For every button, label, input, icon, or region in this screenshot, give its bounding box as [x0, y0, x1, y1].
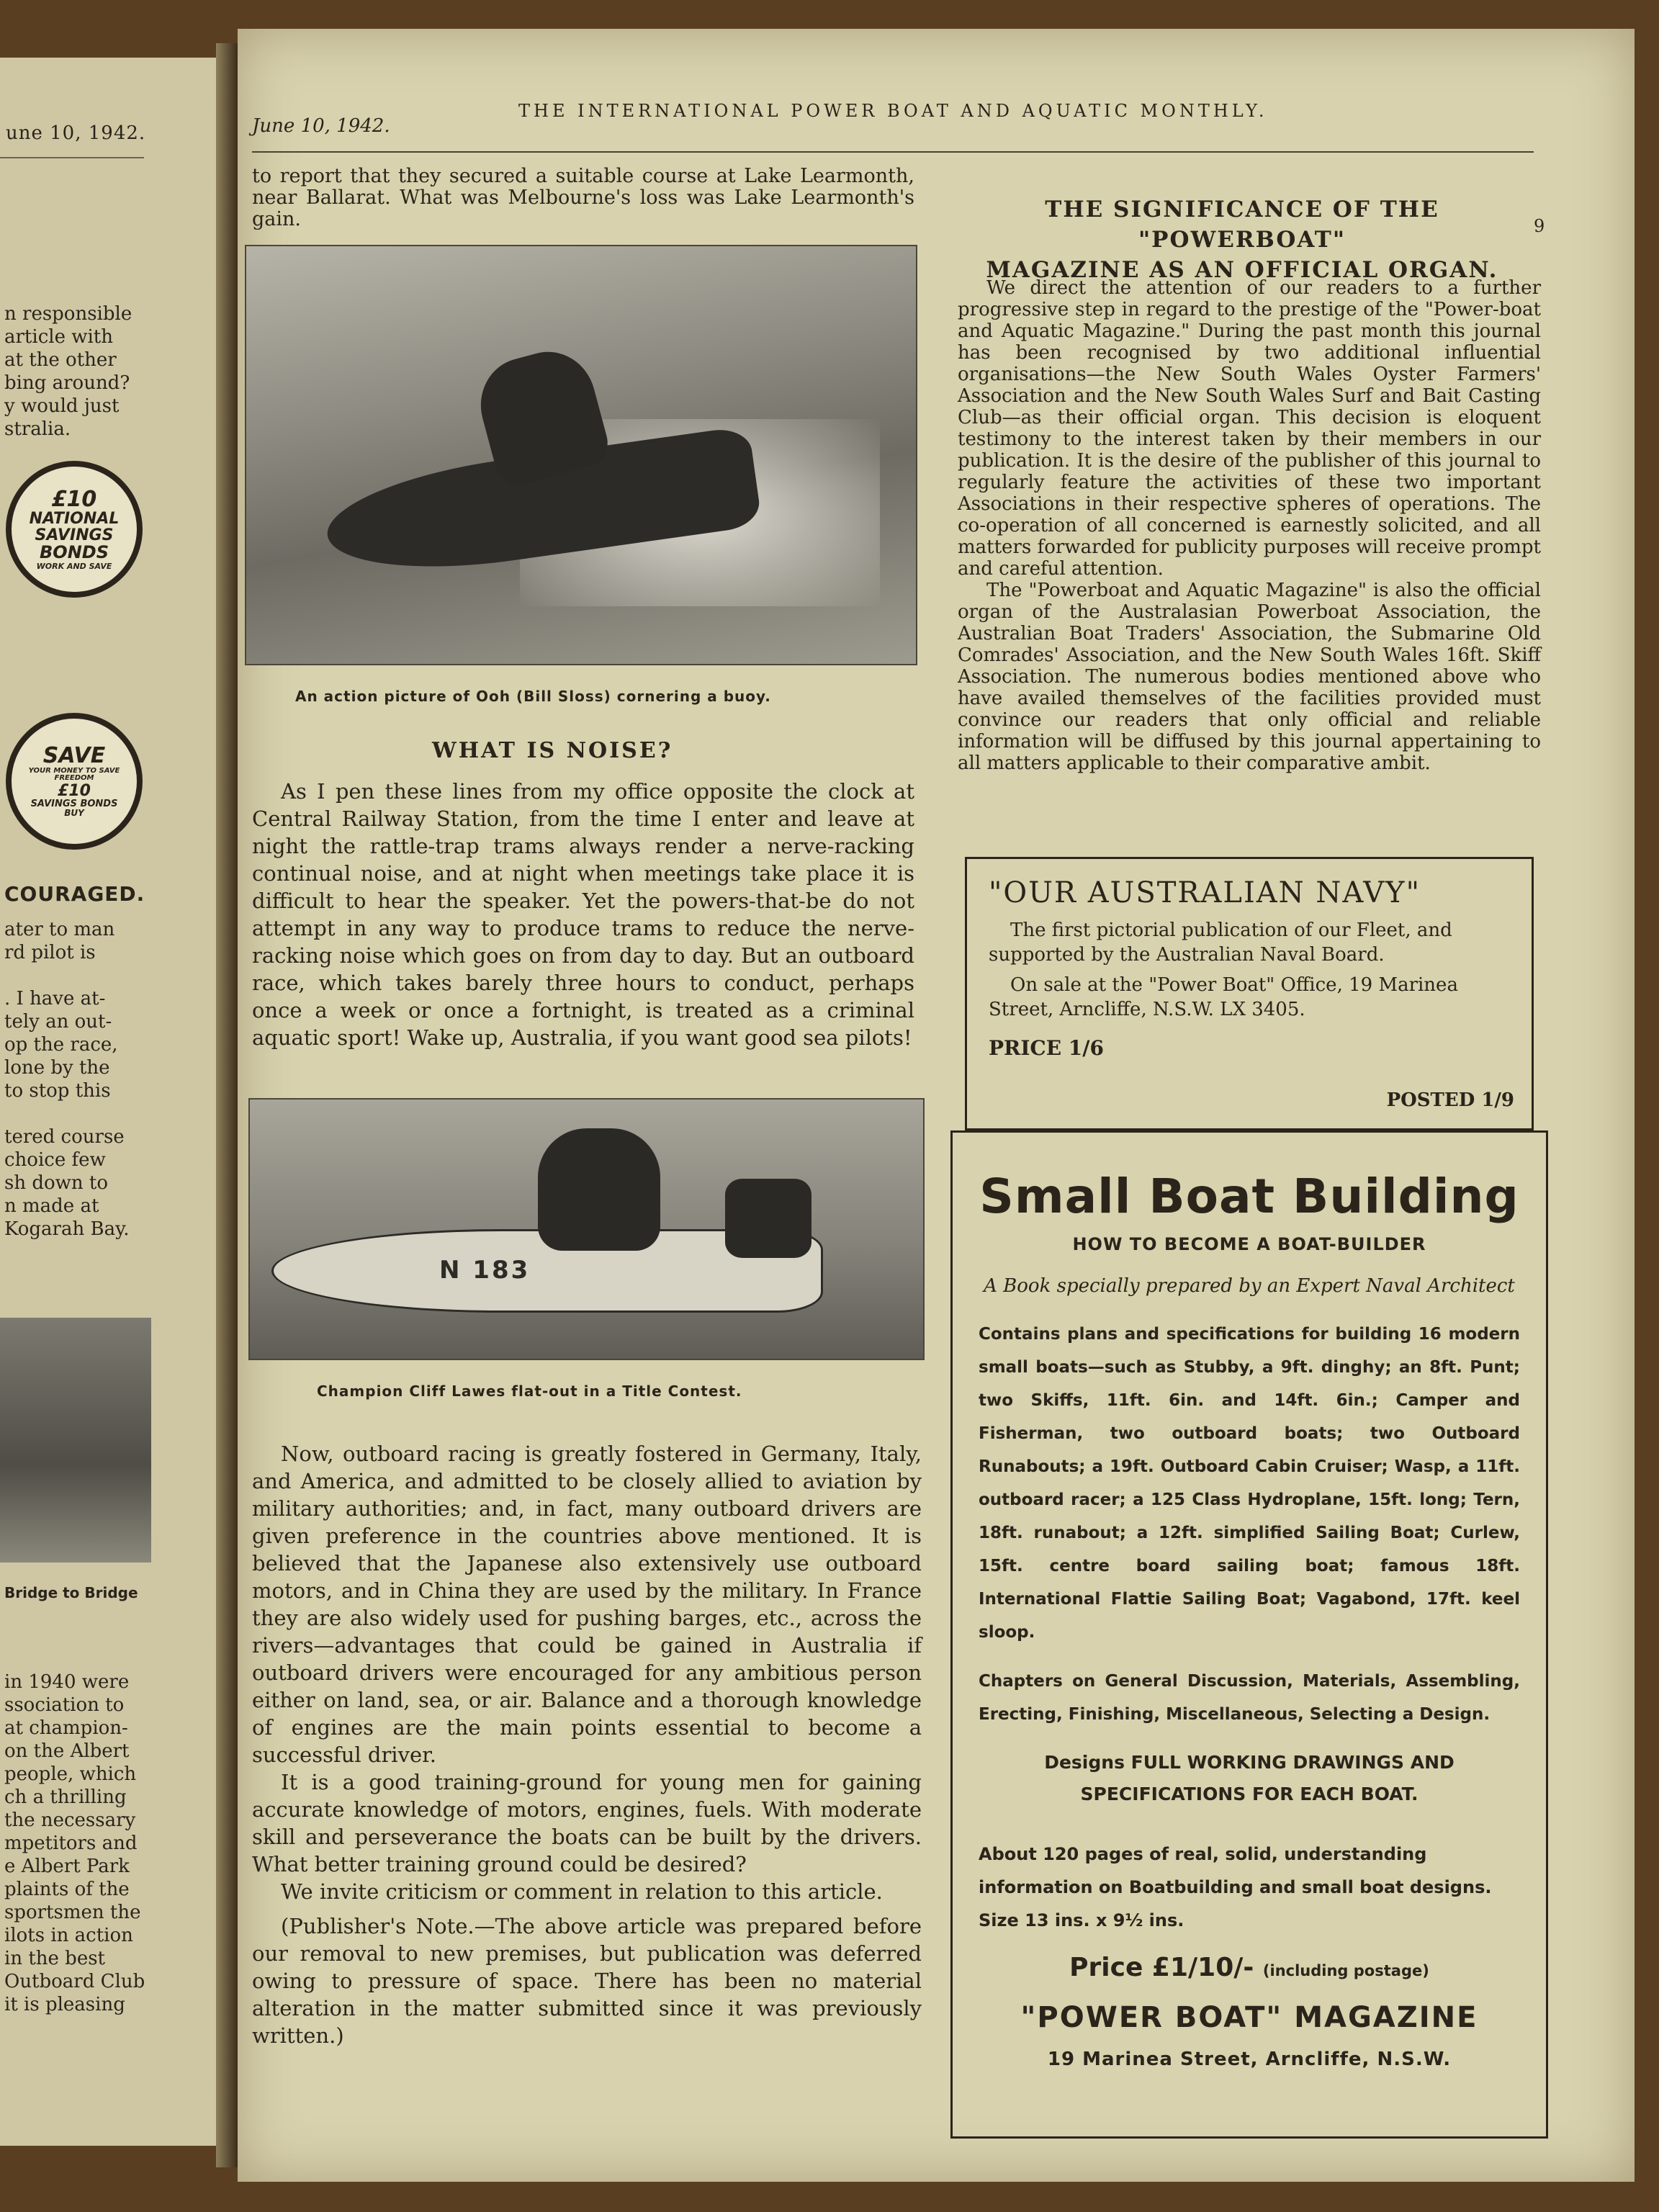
- facing-page-line: to stop this: [4, 1080, 111, 1102]
- facing-page-caption: Bridge to Bridge: [4, 1584, 138, 1601]
- facing-page-line: Kogarah Bay.: [4, 1218, 130, 1240]
- book-ad-address: 19 Marinea Street, Arncliffe, N.S.W.: [1047, 2049, 1452, 2070]
- outboard-paragraph: Now, outboard racing is greatly fostered in Germany, Italy, and America, and admitted to be closely allied to aviation by military authorities; and, in fact, many outboard drivers are given preference in the countries above mentioned. It is believed that the Japanese also extensively use outboard motors, and in China they are used by the military. In France they are also widely used for pushing barges, etc., across the rivers—advantages that could be gained in Australia if outboard drivers were encouraged for any ambitious person either on land, sea, or air. Balance and a thorough knowledge of engines are the main points essential to become a successful driver.: [252, 1442, 922, 1767]
- facing-page-line: people, which: [4, 1763, 137, 1785]
- significance-heading: THE SIGNIFICANCE OF THE "POWERBOAT" MAGAZINE AS AN OFFICIAL ORGAN.: [986, 197, 1498, 283]
- photo-caption-cliff-lawes: Champion Cliff Lawes flat-out in a Title Contest.: [317, 1382, 742, 1400]
- what-is-noise-heading: WHAT IS NOISE?: [432, 738, 673, 763]
- facing-page-line: article with: [4, 326, 113, 348]
- facing-page-line: n made at: [4, 1195, 99, 1217]
- running-head-title: THE INTERNATIONAL POWER BOAT AND AQUATIC MONTHLY.: [518, 101, 1268, 121]
- significance-article: [958, 277, 1541, 774]
- training-paragraph: It is a good training-ground for young men for gaining accurate knowledge of motors, engines, fuels. With moderate skill and perseverance the boats can be built by the drivers. What better training ground could be desired?: [252, 1770, 922, 1876]
- photo-caption-ooh: An action picture of Ooh (Bill Sloss) cornering a buoy.: [295, 688, 771, 705]
- book-ad-price-note: (including postage): [1262, 1962, 1429, 1979]
- intro-paragraph: to report that they secured a suitable course at Lake Learmonth, near Ballarat. What was Melbourne's loss was Lake Learmonth's gain.: [252, 165, 914, 230]
- book-ad-author-note: A Book specially prepared by an Expert Naval Architect: [984, 1275, 1515, 1297]
- navy-ad-title: "OUR AUSTRALIAN NAVY": [989, 876, 1421, 909]
- facing-page-line: at the other: [4, 349, 117, 371]
- facing-page-line: ilots in action: [4, 1925, 133, 1946]
- facing-page-line: op the race,: [4, 1034, 118, 1056]
- facing-page-line: plaints of the: [4, 1879, 130, 1900]
- magazine-page: [238, 29, 1635, 2182]
- facing-page-line: on the Albert: [4, 1740, 130, 1762]
- running-head: [238, 58, 1635, 144]
- facing-page-rule: [0, 157, 144, 158]
- publishers-note: (Publisher's Note.—The above article was prepared before our removal to new premises, but publication was deferred owing to pressure of space. There has been no material alteration in the matter submitted since it was previously written.): [252, 1914, 922, 2048]
- facing-page: [0, 58, 238, 2146]
- page-number: 9: [1534, 216, 1545, 236]
- photo-ooh-cornering: [245, 245, 917, 665]
- navy-ad-description: The first pictorial publication of our Fleet, and supported by the Australian Naval Board.: [989, 920, 1452, 966]
- significance-paragraph-2: The "Powerboat and Aquatic Magazine" is also the official organ of the Australasian Powerboat Association, the Australian Boat Traders' Association, the Submarine Old Comrades' Association, and the New South Wales 16ft. Skiff Association. The numerous bodies mentioned above who have availed themselves of the facilities provided must convince our readers that only official and reliable information will be diffused by this journal appertaining to all matters applicable to their comparative ambit.: [958, 580, 1541, 774]
- book-ad-designs: Designs FULL WORKING DRAWINGS AND SPECIFICATIONS FOR EACH BOAT.: [1044, 1752, 1455, 1804]
- facing-page-line: . I have at-: [4, 988, 106, 1010]
- outboard-article-body: [252, 1440, 922, 2049]
- facing-page-line: y would just: [4, 395, 120, 417]
- facing-page-line: ch a thrilling: [4, 1786, 127, 1808]
- outboard-motor: [725, 1179, 811, 1258]
- facing-page-line: it is pleasing: [4, 1994, 125, 2015]
- navy-ad-posted: POSTED 1/9: [1386, 1089, 1514, 1111]
- significance-paragraph-1: We direct the attention of our readers to a further progressive step in regard to the prestige of the "Power-boat and Aquatic Magazine." During the past month this journal has been recognised by two additional influential organisations—the New South Wales Oyster Farmers' Association and the New South Wales Surf and Bait Casting Club—as their official organ. This decision is eloquent testimony to the interest taken by their members in our publication. It is the desire of the publisher of this journal to regularly feature the activities of these two important Associations in their respective spheres of operations. The co-operation of all concerned is earnestly solicited, and all matters forwarded for publicity purposes will receive prompt and careful attention.: [958, 277, 1541, 580]
- facing-page-line: sportsmen the: [4, 1902, 141, 1923]
- facing-page-line: at champion-: [4, 1717, 128, 1739]
- facing-page-line: in 1940 were: [4, 1671, 130, 1693]
- book-ad-chapters: Chapters on General Discussion, Materials, Assembling, Erecting, Finishing, Miscellaneous, Selecting a Design.: [979, 1672, 1520, 1724]
- facing-page-line: lone by the: [4, 1057, 110, 1079]
- boat-number: N 183: [439, 1256, 531, 1285]
- facing-page-line: choice few: [4, 1149, 106, 1171]
- facing-page-line: stralia.: [4, 418, 71, 440]
- facing-page-heading: COURAGED.: [4, 882, 145, 906]
- small-boat-building-ad: [950, 1130, 1548, 2139]
- book-ad-contents: Contains plans and specifications for building 16 modern small boats—such as Stubby, a 9ft. dinghy; an 8ft. Punt; two Skiffs, 11ft. 6in. and 14ft. 6in.; Camper and Fisherman, two outboard boats; two Outboard Runabouts; a 19ft. Outboard Cabin Cruiser; Wasp, a 11ft. outboard racer; a 125 Class Hydroplane, 15ft. long; Tern, 18ft. runabout; a 12ft. simplified Sailing Boat; Curlew, 15ft. centre board sailing boat; famous 18ft. International Flattie Sailing Boat; Vagabond, 17ft. keel sloop.: [979, 1325, 1520, 1642]
- running-head-date: June 10, 1942.: [252, 115, 390, 137]
- book-ad-magazine: "POWER BOAT" MAGAZINE: [1020, 2001, 1478, 2034]
- our-australian-navy-ad: [965, 857, 1534, 1130]
- navy-ad-sale-info: On sale at the "Power Boat" Office, 19 Marinea Street, Arncliffe, N.S.W. LX 3405.: [989, 974, 1458, 1020]
- facing-page-line: the necessary: [4, 1809, 136, 1831]
- photo-cliff-lawes: [248, 1098, 925, 1360]
- facing-page-photo: [0, 1318, 151, 1563]
- book-ad-price: Price £1/10/- (including postage): [1069, 1953, 1429, 1982]
- driver-silhouette-2: [538, 1128, 660, 1251]
- facing-page-line: tely an out-: [4, 1011, 112, 1033]
- facing-page-line: mpetitors and: [4, 1833, 138, 1854]
- book-ad-title: Small Boat Building: [979, 1169, 1519, 1224]
- facing-page-line: sh down to: [4, 1172, 109, 1194]
- facing-page-line: e Albert Park: [4, 1856, 130, 1877]
- noise-paragraph: As I pen these lines from my office opposite the clock at Central Railway Station, from the time I enter and leave at night the rattle-trap trams always render a nerve-racking continual noise, and at night when meetings take place it is difficult to hear the speaker. Yet the powers-that-be do not attempt in any way to produce trams to reduce the nerve-racking noise which goes on from day to day. But an outboard race, which takes barely three hours to conduct, perhaps once a week or once a fortnight, is treated as a criminal aquatic sport! Wake up, Australia, if you want good sea pilots!: [252, 779, 914, 1050]
- invite-paragraph: We invite criticism or comment in relation to this article.: [281, 1879, 883, 1904]
- navy-ad-price: PRICE 1/6: [989, 1036, 1104, 1060]
- facing-page-line: ater to man: [4, 919, 115, 940]
- facing-page-date: une 10, 1942.: [6, 122, 146, 144]
- save-freedom-badge: SAVE YOUR MONEY TO SAVE FREEDOM £10 SAVINGS BONDS BUY: [6, 713, 143, 850]
- facing-page-line: n responsible: [4, 303, 132, 325]
- savings-bonds-badge: £10 NATIONAL SAVINGS BONDS WORK AND SAVE: [6, 461, 143, 598]
- book-ad-size: About 120 pages of real, solid, understanding information on Boatbuilding and small boat designs. Size 13 ins. x 9½ ins.: [979, 1844, 1492, 1930]
- running-head-rule: [252, 151, 1534, 153]
- facing-page-line: in the best: [4, 1948, 105, 1969]
- book-ad-subtitle: HOW TO BECOME A BOAT-BUILDER: [1072, 1234, 1426, 1254]
- facing-page-line: tered course: [4, 1126, 125, 1148]
- facing-page-line: ssociation to: [4, 1694, 125, 1716]
- facing-page-line: rd pilot is: [4, 942, 96, 963]
- facing-page-line: bing around?: [4, 372, 130, 394]
- facing-page-line: Outboard Club: [4, 1971, 145, 1992]
